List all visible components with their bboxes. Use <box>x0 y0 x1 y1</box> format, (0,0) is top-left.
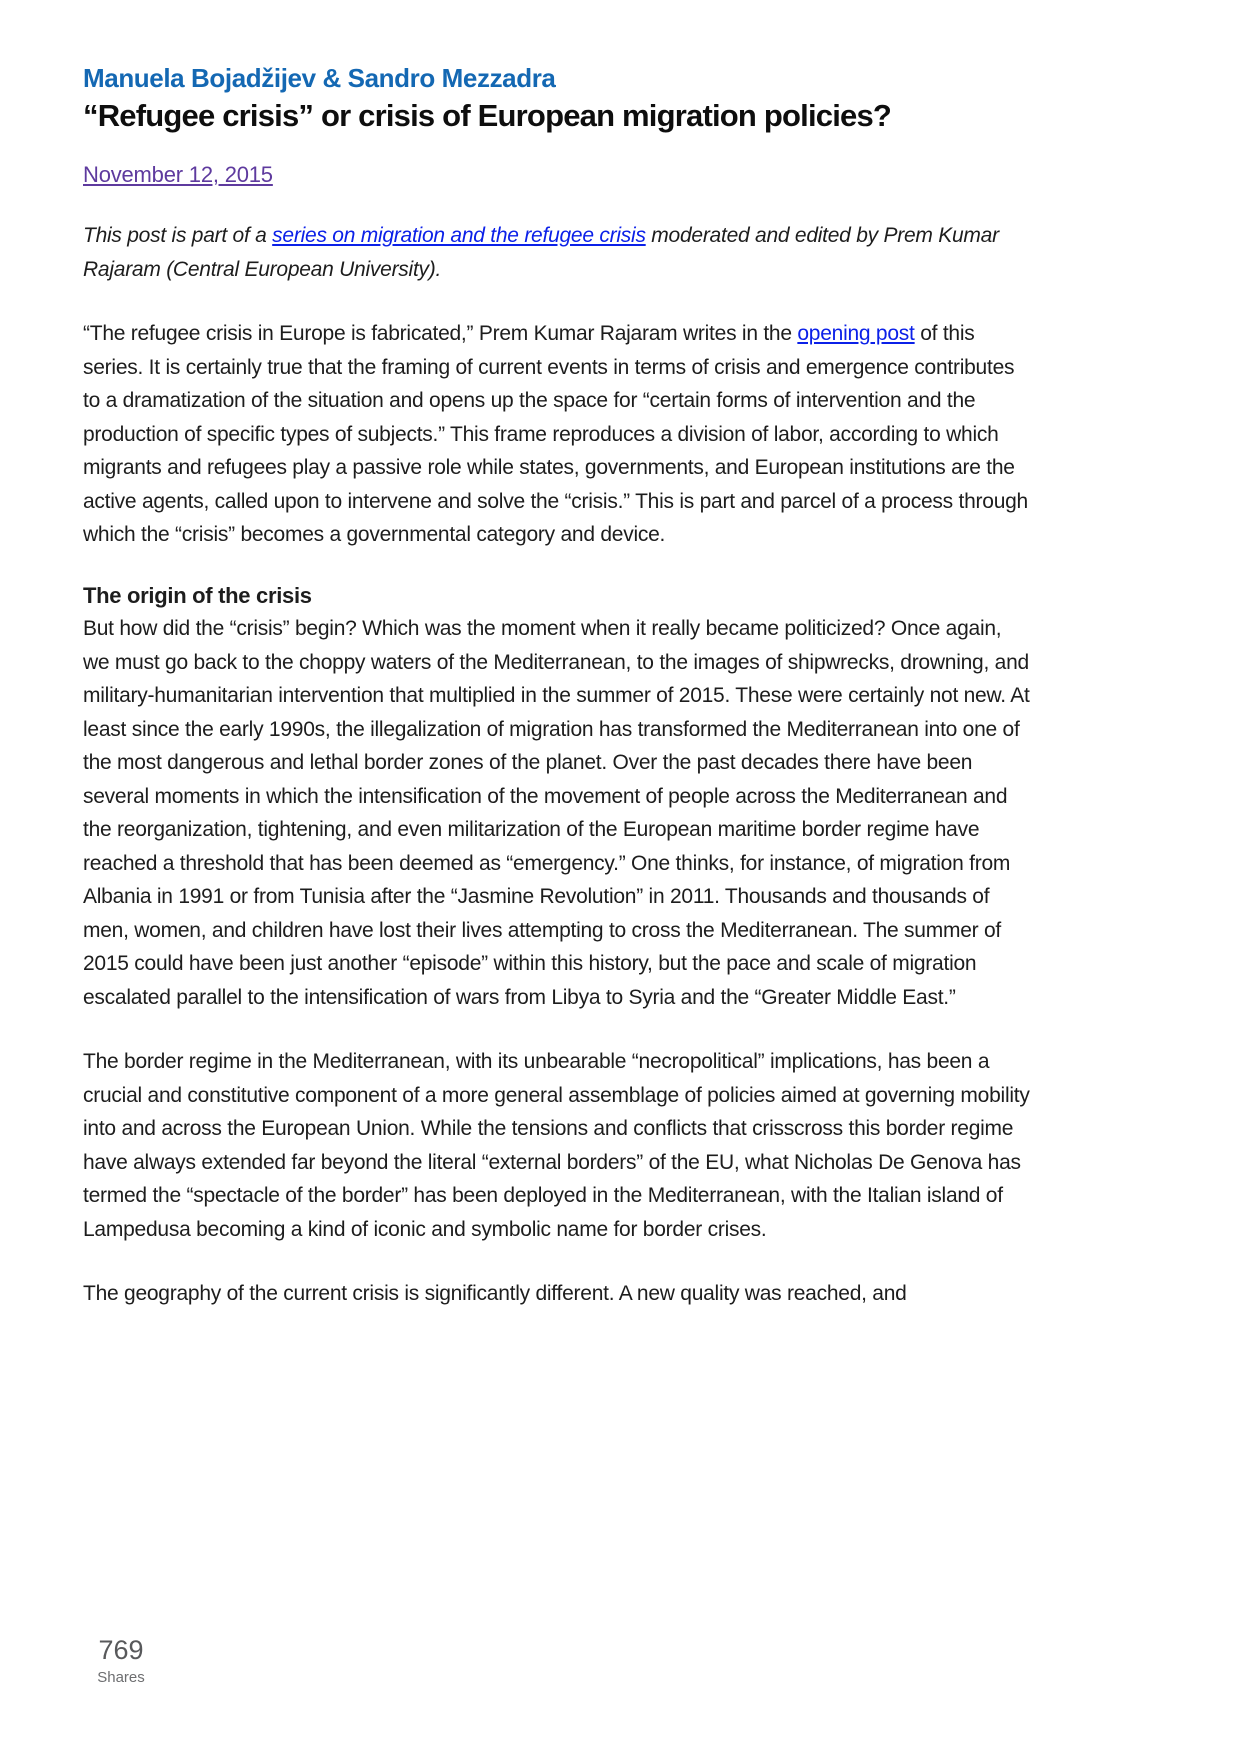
inline-link[interactable]: opening post <box>797 322 915 345</box>
body-paragraph-1 <box>83 317 1031 552</box>
article <box>83 62 1031 1311</box>
share-count: 769 <box>98 1635 144 1665</box>
text-segment: “The refugee crisis in Europe is fabricated,” Prem Kumar Rajaram writes in the <box>83 322 798 345</box>
article-byline: Manuela Bojadžijev & Sandro Mezzadra <box>83 63 556 93</box>
share-counter-widget <box>85 1634 157 1687</box>
page-title: “Refugee crisis” or crisis of European migration policies? <box>83 98 892 133</box>
body-paragraph-3: The border regime in the Mediterranean, with its unbearable “necropolitical” implications, has been a crucial and constitutive component of a more general assemblage of policies aimed at governing mobility into and across the European Union. While the tensions and conflicts that crisscross this border regime have always extended far beyond the literal “external borders” of the EU, what Nicholas De Genova has termed the “spectacle of the border” has been deployed in the Mediterranean, with the Italian island of Lampedusa becoming a kind of iconic and symbolic name for border crises. <box>83 1050 1030 1241</box>
text-segment: This post is part of a <box>83 224 273 247</box>
intro-paragraph <box>83 219 1031 286</box>
text-segment: moderated and edited by Prem Kumar Rajaram (Central European University). <box>83 224 999 281</box>
date-row <box>83 162 1031 188</box>
text-segment: of this series. It is certainly true that the framing of current events in terms of crisis and emergence contributes to a dramatization of the situation and opens up the space for “certain forms of intervention and the production of specific types of subjects.” This frame reproduces a division of labor, according to which migrants and refugees play a passive role while states, governments, and European institutions are the active agents, called upon to intervene and solve the “crisis.” This is part and parcel of a process through which the “crisis” becomes a governmental category and device. <box>83 322 1028 546</box>
inline-link[interactable]: series on migration and the refugee crisis <box>272 224 646 247</box>
body-paragraph-2: But how did the “crisis” begin? Which was the moment when it really became politicized? Once again, we must go back to the choppy waters of the Mediterranean, to the images of shipwrecks, drowning, and military-humanitarian intervention that multiplied in the summer of 2015. These were certainly not new. At least since the early 1990s, the illegalization of migration has transformed the Mediterranean into one of the most dangerous and lethal border zones of the planet. Over the past decades there have been several moments in which the intensification of the movement of people across the Mediterranean and the reorganization, tightening, and even militarization of the European maritime border regime have reached a threshold that has been deemed as “emergency.” One thinks, for instance, of migration from Albania in 1991 or from Tunisia after the “Jasmine Revolution” in 2011. Thousands and thousands of men, women, and children have lost their lives attempting to cross the Mediterranean. The summer of 2015 could have been just another “episode” within this history, but the pace and scale of migration escalated parallel to the intensification of wars from Libya to Syria and the “Greater Middle East.” <box>83 617 1030 1009</box>
date-link[interactable]: November 12, 2015 <box>83 162 273 187</box>
share-count-label: Shares <box>97 1669 145 1686</box>
body-paragraph-4: The geography of the current crisis is significantly different. A new quality was reached, and <box>83 1282 907 1305</box>
section-heading-origin-of-crisis: The origin of the crisis <box>83 582 312 608</box>
